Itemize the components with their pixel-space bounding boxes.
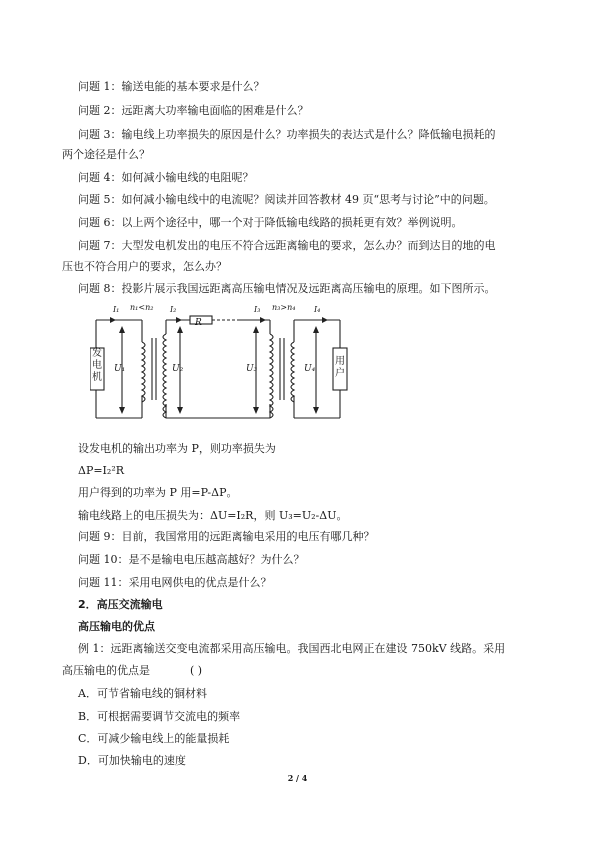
question-5: 问题 5：如何减小输电线中的电流呢？阅读并回答教材 49 页“思考与讨论”中的问题。 [78, 193, 495, 206]
question-9: 问题 9：目前，我国常用的远距离输电采用的电压有哪几种？ [78, 530, 375, 543]
question-3-cont: 两个途径是什么？ [62, 148, 150, 161]
option-c: C．可减少输电线上的能量损耗 [78, 732, 230, 745]
voltage-label-4: U₄ [304, 364, 316, 374]
example-1-line-2 [62, 663, 512, 678]
question-6: 问题 6：以上两个途径中，哪一个对于降低输电线路的损耗更有效？举例说明。 [78, 216, 463, 229]
subsection-title: 高压输电的优点 [78, 620, 155, 633]
question-7-cont: 压也不符合用户的要求，怎么办？ [62, 260, 227, 273]
ratio-right: n₃>n₄ [272, 303, 296, 312]
page-number: 2 / 4 [287, 773, 308, 783]
answer-parentheses: ( ) [190, 664, 203, 677]
analysis-line-voltage-loss: 输电线路上的电压损失为：ΔU=I₂R，则 U₃=U₂-ΔU。 [78, 509, 348, 522]
analysis-formula-loss: ΔP=I₂²R [78, 464, 125, 477]
user-label: 用户 [335, 356, 345, 379]
current-label-4: I₄ [314, 305, 321, 314]
current-label-3: I₃ [254, 305, 261, 314]
analysis-line-1: 设发电机的输出功率为 P，则功率损失为 [78, 442, 276, 455]
resistor-label: R [195, 318, 202, 328]
option-d: D．可加快输电的速度 [78, 754, 186, 767]
example-1-stem: 高压输电的优点是 [62, 664, 150, 677]
analysis-line-user-power: 用户得到的功率为 P 用=P-ΔP。 [78, 486, 238, 499]
question-1: 问题 1：输送电能的基本要求是什么？ [78, 80, 265, 93]
ratio-left: n₁<n₂ [130, 303, 154, 312]
current-label-2: I₂ [170, 305, 177, 314]
question-10: 问题 10：是不是输电电压越高越好？为什么？ [78, 553, 305, 566]
question-2: 问题 2：远距离大功率输电面临的困难是什么？ [78, 104, 309, 117]
voltage-label-2: U₂ [172, 364, 184, 374]
current-label-1: I₁ [113, 305, 120, 314]
question-4: 问题 4：如何减小输电线的电阻呢？ [78, 171, 254, 184]
voltage-label-1: U₁ [114, 364, 126, 374]
voltage-label-3: U₃ [246, 364, 258, 374]
question-8: 问题 8：投影片展示我国远距离高压输电情况及远距离高压输电的原理。如下图所示。 [78, 282, 496, 295]
question-3: 问题 3：输电线上功率损失的原因是什么？功率损失的表达式是什么？降低输电损耗的 [78, 128, 496, 141]
option-b: B．可根据需要调节交流电的频率 [78, 710, 241, 723]
question-11: 问题 11：采用电网供电的优点是什么？ [78, 576, 272, 589]
option-a: A．可节省输电线的铜材料 [78, 687, 207, 700]
question-7: 问题 7：大型发电机发出的电压不符合远距离输电的要求，怎么办？而到达目的地的电 [78, 239, 496, 252]
example-1-line-1: 例 1：远距离输送交变电流都采用高压输电。我国西北电网正在建设 750kV 线路。采用 [78, 642, 506, 655]
generator-label: 发电机 [92, 348, 102, 383]
transmission-circuit-diagram [90, 300, 370, 430]
section-title: 2．高压交流输电 [78, 598, 163, 611]
